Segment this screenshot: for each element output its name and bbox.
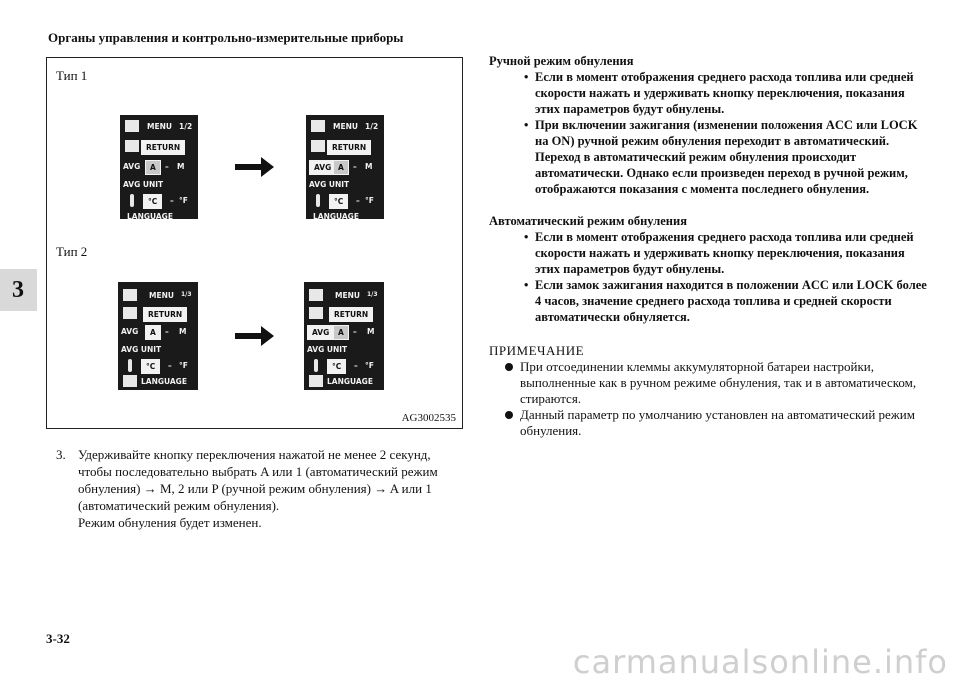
celsius-option: °C xyxy=(141,359,160,374)
temp-dash: – xyxy=(168,361,172,370)
manual-bullet-2-continuation: Переход в автоматический режим обнуления происходит автоматически. Однако если произведен переход в ручной режим, отображаются показания с момента последнего обнуления. xyxy=(535,150,908,196)
temp-dash: – xyxy=(354,361,358,370)
temp-dash: – xyxy=(170,196,174,205)
return-box: RETURN xyxy=(141,140,185,155)
menu-label: MENU xyxy=(335,291,360,300)
avg-a-option: A xyxy=(333,325,349,340)
manual-bullet-2 xyxy=(489,117,929,197)
avg-label: AVG xyxy=(121,327,139,336)
step-result: Режим обнуления будет изменен. xyxy=(78,515,262,530)
toolbox-icon xyxy=(125,120,139,132)
return-box: RETURN xyxy=(329,307,373,322)
transition-arrow-type2 xyxy=(235,325,275,347)
watermark: carmanualsonline.info xyxy=(572,643,948,681)
page-indicator: 1/3 xyxy=(367,291,378,298)
step-number: 3. xyxy=(56,447,66,462)
toolbox-icon xyxy=(311,120,325,132)
avg-m-option: M xyxy=(367,327,375,336)
return-arrow-icon xyxy=(123,307,137,319)
chapter-number: 3 xyxy=(12,277,24,303)
language-icon xyxy=(309,375,323,387)
avg-label: AVG xyxy=(309,160,336,175)
temp-dash: – xyxy=(356,196,360,205)
display-screen-type2-after xyxy=(304,282,384,390)
fahrenheit-option: °F xyxy=(179,361,188,370)
fahrenheit-option: °F xyxy=(365,361,374,370)
celsius-option: °C xyxy=(143,194,162,209)
auto-reset-title: Автоматический режим обнуления xyxy=(489,214,687,228)
avg-dash: – xyxy=(165,162,169,171)
language-icon xyxy=(123,375,137,387)
avg-dash: – xyxy=(353,162,357,171)
thermometer-icon xyxy=(130,194,134,207)
note-item-2: Данный параметр по умолчанию установлен на автоматический режим обнуления. xyxy=(489,407,929,439)
return-arrow-icon xyxy=(309,307,323,319)
thermometer-icon xyxy=(128,359,132,372)
avg-dash: – xyxy=(353,327,357,336)
auto-bullet-1: • Если в момент отображения среднего расхода топлива или средней скорости нажать и удерживать кнопку переключения, показания этих параметров будут обнулены. xyxy=(489,229,929,277)
avg-unit-label: AVG UNIT xyxy=(121,345,162,354)
avg-a-option: A xyxy=(145,160,161,175)
type2-label: Тип 2 xyxy=(56,244,88,259)
language-label: LANGUAGE xyxy=(327,377,373,386)
figure-code: AG3002535 xyxy=(401,412,456,424)
page-indicator: 1/2 xyxy=(179,122,193,131)
right-column xyxy=(489,53,929,439)
thermometer-icon xyxy=(314,359,318,372)
avg-m-option: M xyxy=(179,327,187,336)
step-3 xyxy=(56,446,466,531)
avg-a-option: A xyxy=(145,325,161,340)
page-number: 3-32 xyxy=(46,631,70,646)
step-text: Удерживайте кнопку переключения нажатой не менее 2 секунд, чтобы последовательно выбрать A или 1 (автоматический режим обнуления) → M, 2 или P (ручной режим обнуления) → A или 1 (автоматический режим обнуления). xyxy=(78,447,438,513)
toolbox-icon xyxy=(309,289,323,301)
return-box: RETURN xyxy=(327,140,371,155)
avg-unit-label: AVG UNIT xyxy=(307,345,348,354)
note-title: ПРИМЕЧАНИЕ xyxy=(489,343,585,358)
avg-m-option: M xyxy=(365,162,373,171)
page-indicator: 1/2 xyxy=(365,122,379,131)
menu-label: MENU xyxy=(147,122,172,131)
note-item-1: При отсоединении клеммы аккумуляторной батареи настройки, выполненные как в ручном режиме обнуления, так и в автоматическом, стираются. xyxy=(489,359,929,407)
page-indicator: 1/3 xyxy=(181,291,192,298)
fahrenheit-option: °F xyxy=(179,196,188,205)
thermometer-icon xyxy=(316,194,320,207)
chapter-tab xyxy=(0,269,37,311)
avg-label: AVG xyxy=(307,325,334,340)
manual-bullet-1: • Если в момент отображения среднего расхода топлива или средней скорости нажать и удерживать кнопку переключения, показания этих параметров будут обнулены. xyxy=(489,69,929,117)
page-header: Органы управления и контрольно-измерительные приборы xyxy=(48,30,404,45)
return-box: RETURN xyxy=(143,307,187,322)
manual-bullet-2-text: • При включении зажигания (изменении положения ACC или LOCK на ON) ручной режим обнуления переходит в автоматический. xyxy=(535,118,918,148)
celsius-option: °C xyxy=(329,194,348,209)
transition-arrow-type1 xyxy=(235,156,275,178)
auto-bullet-2: • Если замок зажигания находится в положении ACC или LOCK более 4 часов, значение среднего расхода топлива и средней скорости автоматически обнуляется. xyxy=(489,277,929,325)
avg-dash: – xyxy=(165,327,169,336)
return-arrow-icon xyxy=(125,140,139,152)
language-label: LANGUAGE xyxy=(127,212,173,221)
display-screen-type2-before xyxy=(118,282,198,390)
avg-a-option: A xyxy=(333,160,349,175)
avg-m-option: M xyxy=(177,162,185,171)
toolbox-icon xyxy=(123,289,137,301)
avg-label: AVG xyxy=(123,162,141,171)
avg-unit-label: AVG UNIT xyxy=(309,180,350,189)
type1-label: Тип 1 xyxy=(56,68,88,83)
manual-reset-title: Ручной режим обнуления xyxy=(489,54,634,68)
fahrenheit-option: °F xyxy=(365,196,374,205)
language-label: LANGUAGE xyxy=(313,212,359,221)
menu-label: MENU xyxy=(149,291,174,300)
figure xyxy=(46,57,463,429)
language-label: LANGUAGE xyxy=(141,377,187,386)
celsius-option: °C xyxy=(327,359,346,374)
return-arrow-icon xyxy=(311,140,325,152)
avg-unit-label: AVG UNIT xyxy=(123,180,164,189)
display-screen-type1-before xyxy=(120,115,198,219)
display-screen-type1-after xyxy=(306,115,384,219)
menu-label: MENU xyxy=(333,122,358,131)
